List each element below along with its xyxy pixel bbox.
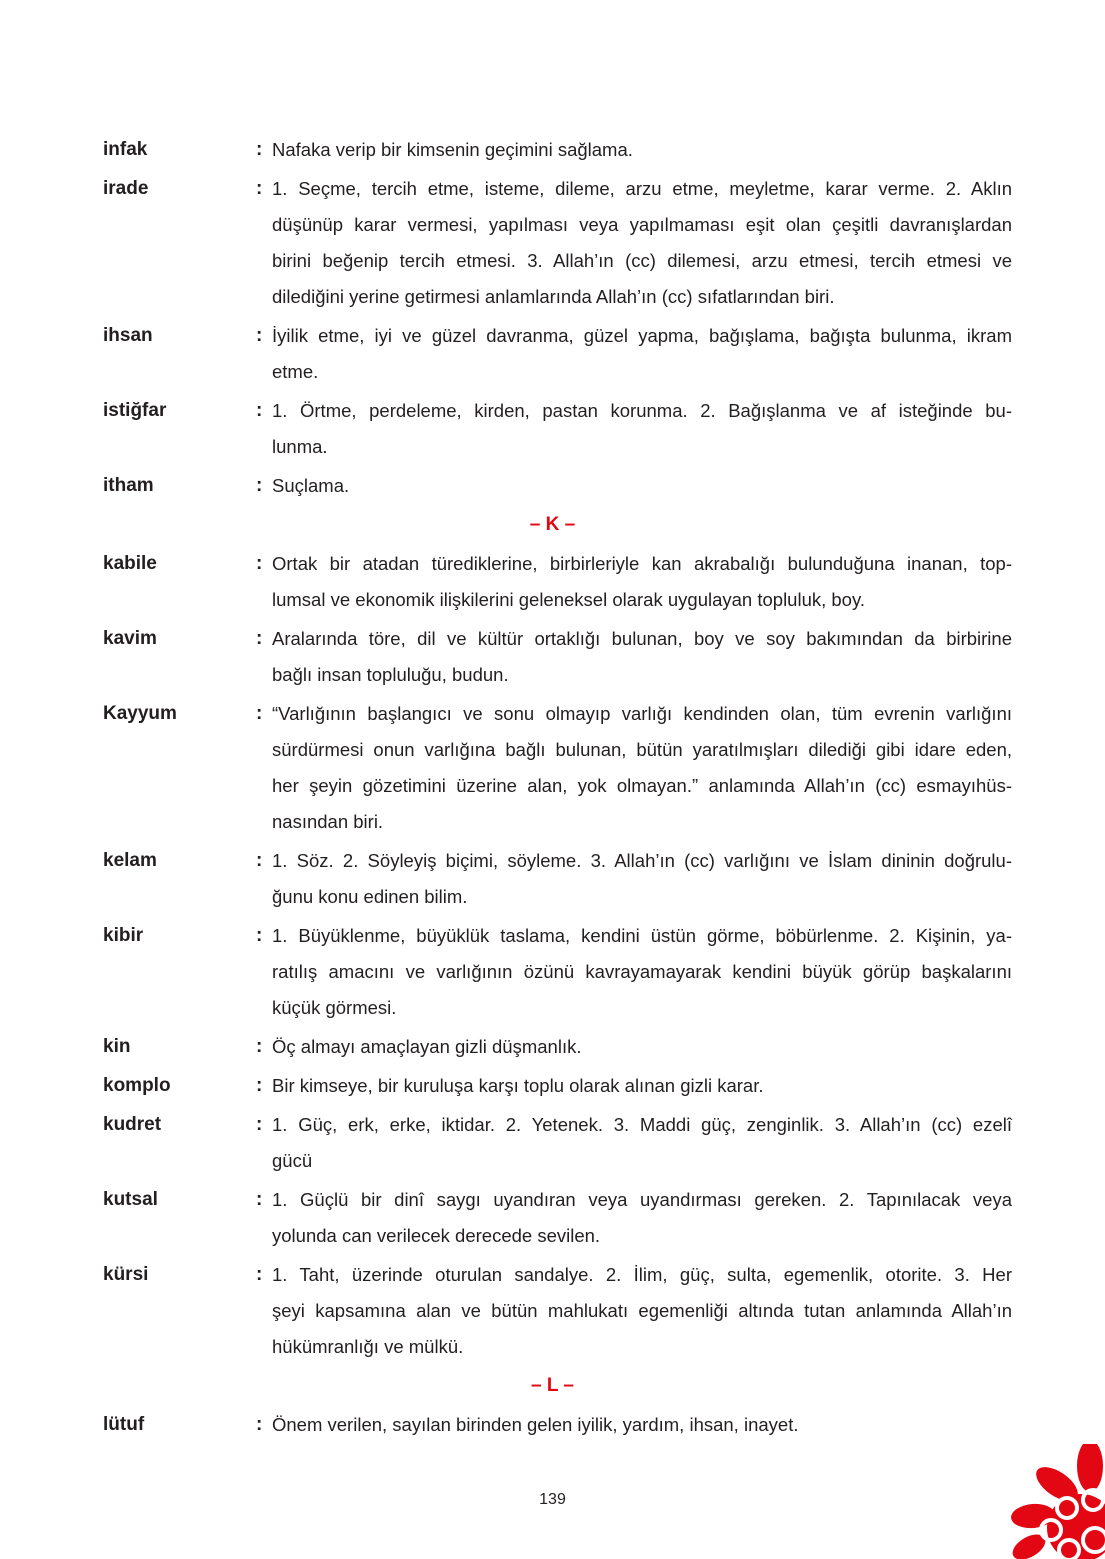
definition-line: nasından biri. (272, 811, 384, 832)
term-separator: : (256, 139, 263, 160)
term-separator: : (256, 1189, 263, 1210)
glossary-term: ihsan (103, 325, 153, 346)
definition-line: 1. Büyüklenme, büyüklük taslama, kendini üstün görme, böbürlenme. 2. Kişinin, ya- (272, 925, 1012, 946)
term-separator: : (256, 1264, 263, 1285)
glossary-definition (272, 1107, 1012, 1179)
term-separator: : (256, 628, 263, 649)
glossary-definition (272, 393, 1012, 465)
glossary-term: kelam (103, 850, 157, 871)
term-separator: : (256, 553, 263, 574)
glossary-term: kürsi (103, 1264, 149, 1285)
flower-ornament-icon (995, 1444, 1105, 1559)
definition-line: 1. Söz. 2. Söyleyiş biçimi, söyleme. 3. Allah’ın (cc) varlığını ve İslam dininin doğrulu- (272, 850, 1012, 871)
term-separator: : (256, 703, 263, 724)
glossary-definition (272, 1068, 1012, 1104)
definition-line: etme. (272, 361, 319, 382)
glossary-definition (272, 468, 1012, 504)
term-separator: : (256, 850, 263, 871)
glossary-term: irade (103, 178, 149, 199)
definition-line: Nafaka verip bir kimsenin geçimini sağlama. (272, 139, 633, 160)
definition-line: birini beğenip tercih etmesi. 3. Allah’ın (cc) dilemesi, arzu etmesi, tercih etmesi ve (272, 250, 1012, 271)
term-separator: : (256, 400, 263, 421)
glossary-term: kin (103, 1036, 131, 1057)
glossary-definition (272, 1257, 1012, 1365)
term-separator: : (256, 178, 263, 199)
definition-line: Ortak bir atadan türediklerine, birbirleriyle kan akrabalığı bulunduğuna inanan, top- (272, 553, 1012, 574)
definition-line: küçük görmesi. (272, 997, 397, 1018)
glossary-term: istiğfar (103, 400, 167, 421)
definition-line: 1. Örtme, perdeleme, kirden, pastan korunma. 2. Bağışlanma ve af isteğinde bu- (272, 400, 1012, 421)
definition-line: şeyi kapsamına alan ve bütün mahlukatı egemenliği altında tutan anlamında Allah’ın (272, 1300, 1012, 1321)
definition-line: 1. Güçlü bir dinî saygı uyandıran veya uyandırması gereken. 2. Tapınılacak veya (272, 1189, 1012, 1210)
glossary-term: infak (103, 139, 148, 160)
term-separator: : (256, 1075, 263, 1096)
definition-line: gücü (272, 1150, 313, 1171)
section-heading: – L – (531, 1375, 574, 1396)
definition-line: lunma. (272, 436, 328, 457)
definition-line: ğunu konu edinen bilim. (272, 886, 468, 907)
definition-line: Suçlama. (272, 475, 350, 496)
glossary-term: Kayyum (103, 703, 177, 724)
glossary-definition (272, 1182, 1012, 1254)
term-separator: : (256, 925, 263, 946)
page-number: 139 (539, 1491, 566, 1508)
glossary-definition (272, 132, 1012, 168)
glossary-definition (272, 696, 1012, 840)
glossary-definition (272, 1029, 1012, 1065)
definition-line: 1. Taht, üzerinde oturulan sandalye. 2. İlim, güç, sulta, egemenlik, otorite. 3. Her (272, 1264, 1012, 1285)
term-separator: : (256, 325, 263, 346)
glossary-definition (272, 546, 1012, 618)
section-heading: – K – (529, 514, 576, 535)
definition-line: dilediğini yerine getirmesi anlamlarında Allah’ın (cc) sıfatlarından biri. (272, 286, 835, 307)
definition-line: bağlı insan topluluğu, budun. (272, 664, 509, 685)
definition-line: “Varlığının başlangıcı ve sonu olmayıp varlığı kendinden olan, tüm evrenin varlığını (272, 703, 1012, 724)
definition-line: Önem verilen, sayılan birinden gelen iyilik, yardım, ihsan, inayet. (272, 1414, 799, 1435)
definition-line: 1. Seçme, tercih etme, isteme, dileme, arzu etme, meyletme, karar verme. 2. Aklın (272, 178, 1012, 199)
definition-line: lumsal ve ekonomik ilişkilerini geleneksel olarak uygulayan topluluk, boy. (272, 589, 865, 610)
glossary-term: itham (103, 475, 154, 496)
definition-line: ratılış amacını ve varlığının özünü kavrayamayarak kendini büyük görüp başkalarını (272, 961, 1012, 982)
definition-line: yolunda can verilecek derecede sevilen. (272, 1225, 601, 1246)
glossary-term: kutsal (103, 1189, 158, 1210)
glossary-definition (272, 918, 1012, 1026)
glossary-term: lütuf (103, 1414, 145, 1435)
glossary-term: kudret (103, 1114, 162, 1135)
definition-line: her şeyin gözetimini üzerine alan, yok olmayan.” anlamında Allah’ın (cc) esmayıhüs- (272, 775, 1012, 796)
glossary-term: kabile (103, 553, 157, 574)
definition-line: sürdürmesi onun varlığına bağlı bulunan, bütün yaratılmışları dilediği gibi idare eden, (272, 739, 1012, 760)
glossary-definition (272, 318, 1012, 390)
term-separator: : (256, 475, 263, 496)
definition-line: Öç almayı amaçlayan gizli düşmanlık. (272, 1036, 582, 1057)
glossary-term: kibir (103, 925, 144, 946)
definition-line: 1. Güç, erk, erke, iktidar. 2. Yetenek. 3. Maddi güç, zenginlik. 3. Allah’ın (cc) ezelî (272, 1114, 1012, 1135)
glossary-definition (272, 843, 1012, 915)
definition-line: Aralarında töre, dil ve kültür ortaklığı bulunan, boy ve soy bakımından da birbirine (272, 628, 1012, 649)
definition-line: hükümranlığı ve mülkü. (272, 1336, 464, 1357)
term-separator: : (256, 1114, 263, 1135)
glossary-term: komplo (103, 1075, 171, 1096)
term-separator: : (256, 1036, 263, 1057)
glossary-definition (272, 1407, 1012, 1443)
definition-line: düşünüp karar vermesi, yapılması veya yapılmaması eşit olan çeşitli davranışlardan (272, 214, 1012, 235)
definition-line: Bir kimseye, bir kuruluşa karşı toplu olarak alınan gizli karar. (272, 1075, 764, 1096)
glossary-term: kavim (103, 628, 157, 649)
glossary-definition (272, 171, 1012, 315)
glossary-definition (272, 621, 1012, 693)
term-separator: : (256, 1414, 263, 1435)
definition-line: İyilik etme, iyi ve güzel davranma, güzel yapma, bağışlama, bağışta bulunma, ikram (272, 325, 1012, 346)
